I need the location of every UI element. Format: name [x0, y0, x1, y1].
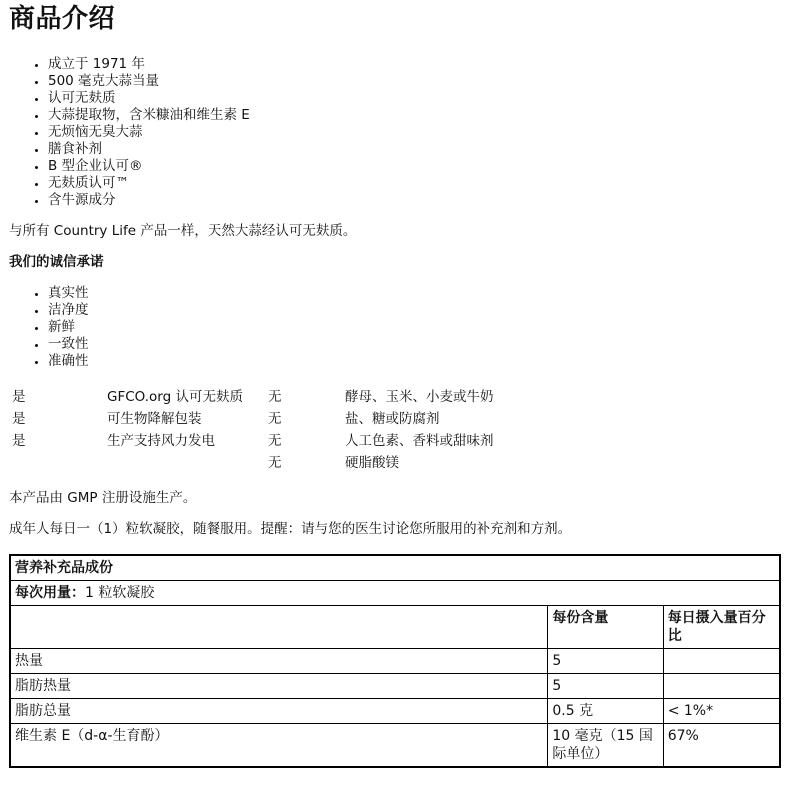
table-row — [10, 581, 780, 606]
commitment-item-cell: 生产支持风力发电 — [107, 433, 215, 449]
table-row — [10, 555, 780, 581]
supplement-facts-heading: 营养补充品成份 — [10, 555, 780, 581]
serving-size-cell — [10, 581, 780, 606]
nutrient-name: 脂肪热量 — [10, 674, 548, 699]
feature-item: • 含牛源成分 — [48, 192, 781, 209]
table-row — [10, 606, 780, 649]
nutrient-dv: 67% — [663, 724, 780, 768]
nutrient-dv — [663, 649, 780, 674]
table-row — [10, 724, 780, 768]
product-description-page — [0, 4, 790, 768]
amount-column-header: 每份含量 — [548, 606, 663, 649]
nutrient-name: 脂肪总量 — [10, 699, 548, 724]
empty-header-cell — [10, 606, 548, 649]
promise-item: • 真实性 — [48, 285, 781, 302]
nutrient-amount: 0.5 克 — [548, 699, 663, 724]
free-of-cell: 盐、糖或防腐剂 — [345, 411, 440, 427]
nutrient-amount: 5 — [548, 649, 663, 674]
page-title: 商品介绍 — [9, 4, 116, 34]
table-row — [9, 408, 548, 430]
nutrient-amount: 10 毫克（15 国际单位） — [548, 724, 663, 768]
yes-cell: 是 — [12, 411, 26, 427]
serving-size-label: 每次用量： — [15, 585, 85, 601]
feature-item: • 无烦恼无臭大蒜 — [48, 124, 781, 141]
commitment-table — [9, 386, 548, 474]
feature-item: • 膳食补剂 — [48, 141, 781, 158]
no-cell: 无 — [268, 389, 282, 405]
no-cell: 无 — [268, 411, 282, 427]
commitment-item-cell: 可生物降解包装 — [107, 411, 202, 427]
promise-item: • 准确性 — [48, 353, 781, 370]
promise-list — [9, 285, 781, 370]
no-cell: 无 — [268, 455, 282, 471]
nutrient-dv: < 1%* — [663, 699, 780, 724]
serving-size-value: 1 粒软凝胶 — [85, 585, 155, 601]
yes-cell: 是 — [12, 389, 26, 405]
directions-paragraph: 成年人每日一（1）粒软凝胶，随餐服用。提醒：请与您的医生讨论您所服用的补充剂和方剂。 — [9, 521, 572, 537]
promise-heading: 我们的诚信承诺 — [9, 254, 104, 270]
table-row — [9, 430, 548, 452]
feature-item: • 大蒜提取物，含米糠油和维生素 E — [48, 107, 781, 124]
feature-item: • 成立于 1971 年 — [48, 56, 781, 73]
table-row — [9, 386, 548, 408]
free-of-cell: 酵母、玉米、小麦或牛奶 — [345, 389, 494, 405]
table-row — [10, 649, 780, 674]
nutrient-name: 维生素 E（d-α-生育酚） — [10, 724, 548, 768]
feature-list — [9, 56, 781, 209]
feature-item: • 认可无麸质 — [48, 90, 781, 107]
feature-item: • 无麸质认可™ — [48, 175, 781, 192]
promise-item: • 新鲜 — [48, 319, 781, 336]
feature-item: • B 型企业认可® — [48, 158, 781, 175]
table-row — [9, 452, 548, 474]
table-row — [10, 674, 780, 699]
daily-value-column-header: 每日摄入量百分比 — [663, 606, 780, 649]
nutrient-amount: 5 — [548, 674, 663, 699]
nutrient-dv — [663, 674, 780, 699]
no-cell: 无 — [268, 433, 282, 449]
commitment-item-cell: GFCO.org 认可无麸质 — [107, 389, 243, 405]
yes-cell: 是 — [12, 433, 26, 449]
nutrient-name: 热量 — [10, 649, 548, 674]
promise-item: • 洁净度 — [48, 302, 781, 319]
table-row — [10, 699, 780, 724]
free-of-cell: 硬脂酸镁 — [345, 455, 399, 471]
promise-item: • 一致性 — [48, 336, 781, 353]
commitment-item-cell — [104, 452, 265, 474]
gmp-paragraph: 本产品由 GMP 注册设施生产。 — [9, 490, 197, 506]
free-of-cell: 人工色素、香料或甜味剂 — [345, 433, 494, 449]
supplement-facts-table — [9, 554, 781, 768]
feature-item: • 500 毫克大蒜当量 — [48, 73, 781, 90]
country-life-paragraph: 与所有 Country Life 产品一样，天然大蒜经认可无麸质。 — [9, 223, 357, 239]
yes-cell — [9, 452, 104, 474]
